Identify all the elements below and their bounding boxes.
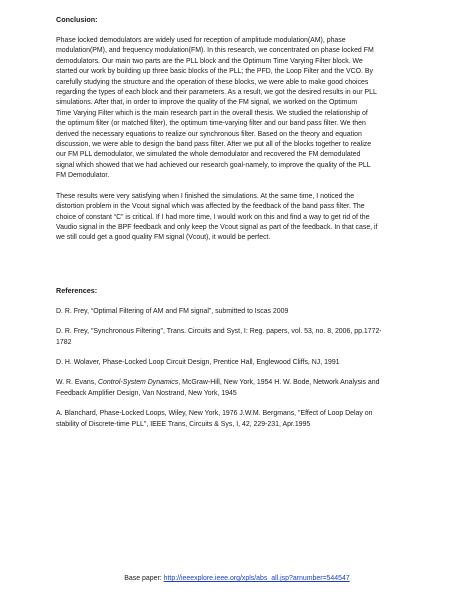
reference-item bbox=[56, 378, 422, 399]
reference-author: W. R. Evans, bbox=[56, 379, 99, 387]
document-body bbox=[56, 15, 422, 440]
base-paper-link[interactable]: http://ieeexplore.ieee.org/xpls/abs_all.jsp?arnumber=544547 bbox=[163, 575, 350, 582]
reference-remainder: , McGraw-Hill, New York, 1954 H. W. Bode, Network Analysis and Feedback Amplifier Design, Van Nostrand, New York, 1945 bbox=[56, 379, 380, 397]
conclusion-paragraph-1: Phase locked demodulators are widely used for reception of amplitude modulation(AM), phase modulation(PM), and frequency modulation(FM). In this research, we concentrated on phase locked FM demodulators. Our main two parts are the PLL block and the Optimum Time Varying Filter block. We started our work by building up three basic blocks of the PLL; the PFD, the Loop Filter and the VCO. By carefully studying the structure and the operation of these blocks, we were able to make good choices regarding the types of each block and their parameters. As a result, we got the desired results in our PLL simulations. After that, in order to improve the quality of the FM signal, we worked on the Optimum Time Varying Filter which is the main research part in the overall thesis. We studied the relationship of the optimum filter (or matched filter), the optimum time-varying filter and our band pass filter. We then derived the necessary equations to realize our synchronous filter. Based on the theory and equation discussion, we were able to design the band pass filter. After we put all of the blocks together to realize our FM PLL demodulator, we simulated the whole demodulator and recovered the FM demodulated signal which showed that we had achieved our research goal-namely, to improve the quality of the PLL FM Demodulator. bbox=[56, 37, 377, 180]
base-paper-footer bbox=[0, 574, 474, 584]
conclusion-paragraph-2: These results were very satisfying when I finished the simulations. At the same time, I noticed the distortion problem in the Vcout signal which was affected by the feedback of the band pass filter. The choice of constant “C” is critical. If I had more time, I would work on this and find a way to get rid of the Vaudio signal in the BPF feedback and only keep the Vcout signal as part of the feedback. In that case, if we still could get a good quality FM signal (Vcout), it would be perfect. bbox=[56, 192, 378, 242]
conclusion-heading: Conclusion: bbox=[56, 15, 98, 24]
reference-item: A. Blanchard, Phase-Locked Loops, Wiley, New York, 1976 J.W.M. Bergmans, "Effect of Loop Delay on stability of Discrete-time PLL", IEEE Trans, Circuits & Sys, I, 42, 229-231, Apr.1995 bbox=[56, 410, 373, 428]
references-heading: References: bbox=[56, 285, 98, 295]
reference-item: D. R. Frey, "Synchronous Filtering", Trans. Circuits and Syst, I: Reg. papers, vol. 53, no. 8, 2006, pp.1772- 1782 bbox=[56, 328, 382, 346]
reference-title-italic: Control-System Dynamics bbox=[98, 379, 179, 387]
reference-item: D. H. Wolaver, Phase-Locked Loop Circuit Design, Prentice Hall, Englewood Cliffs, NJ, 1991 bbox=[56, 358, 340, 366]
reference-item: D. R. Frey, “Optimal Filtering of AM and FM signal”, submitted to Iscas 2009 bbox=[56, 307, 289, 315]
base-paper-label: Base paper: bbox=[124, 575, 164, 582]
